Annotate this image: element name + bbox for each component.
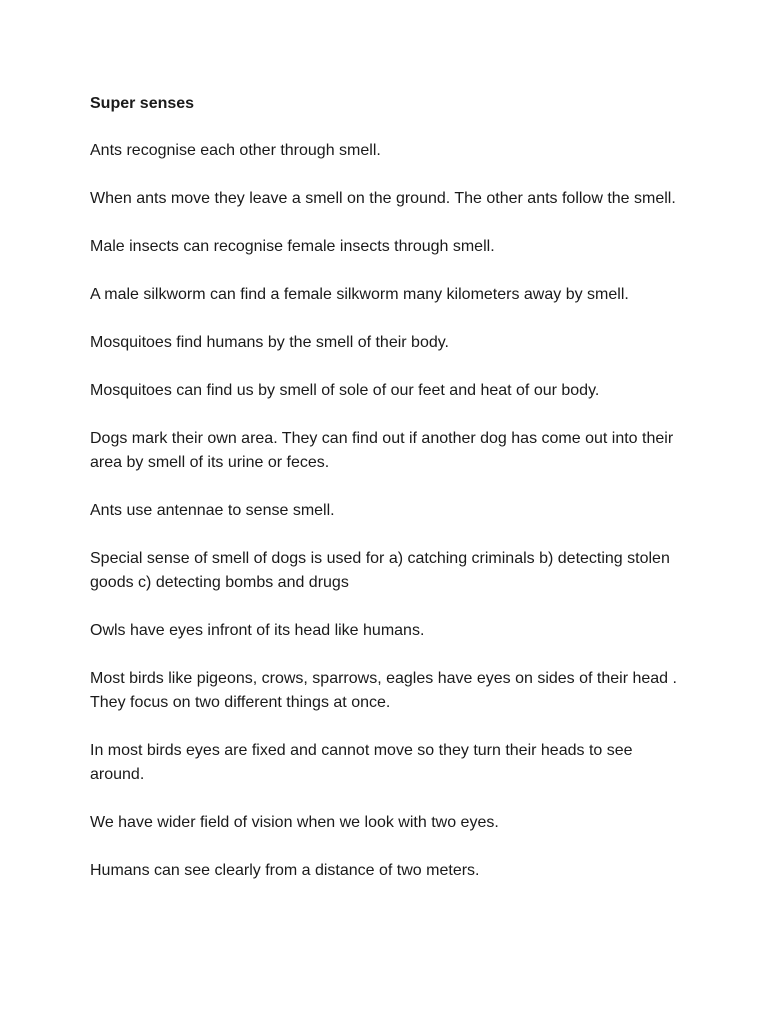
document-title: Super senses: [90, 95, 195, 112]
paragraph: A male silkworm can find a female silkworm many kilometers away by smell.: [90, 286, 629, 303]
paragraph: Mosquitoes can find us by smell of sole of our feet and heat of our body.: [90, 382, 600, 399]
paragraph: We have wider field of vision when we look with two eyes.: [90, 814, 499, 831]
paragraph: Humans can see clearly from a distance of two meters.: [90, 862, 480, 879]
document-body: [90, 92, 690, 907]
paragraph: Male insects can recognise female insects through smell.: [90, 238, 495, 255]
paragraph: Dogs mark their own area. They can find out if another dog has come out into their area by smell of its urine or feces.: [90, 430, 674, 471]
paragraph: When ants move they leave a smell on the ground. The other ants follow the smell.: [90, 190, 676, 207]
paragraph: In most birds eyes are fixed and cannot move so they turn their heads to see around.: [90, 742, 633, 783]
paragraph: Ants recognise each other through smell.: [90, 142, 381, 159]
paragraph: Special sense of smell of dogs is used for a) catching criminals b) detecting stolen goods c) detecting bombs and drugs: [90, 550, 670, 591]
paragraph: Owls have eyes infront of its head like humans.: [90, 622, 425, 639]
paragraph: Mosquitoes find humans by the smell of their body.: [90, 334, 449, 351]
paragraph: Most birds like pigeons, crows, sparrows, eagles have eyes on sides of their head . They focus on two different things at once.: [90, 670, 677, 711]
paragraph: Ants use antennae to sense smell.: [90, 502, 335, 519]
